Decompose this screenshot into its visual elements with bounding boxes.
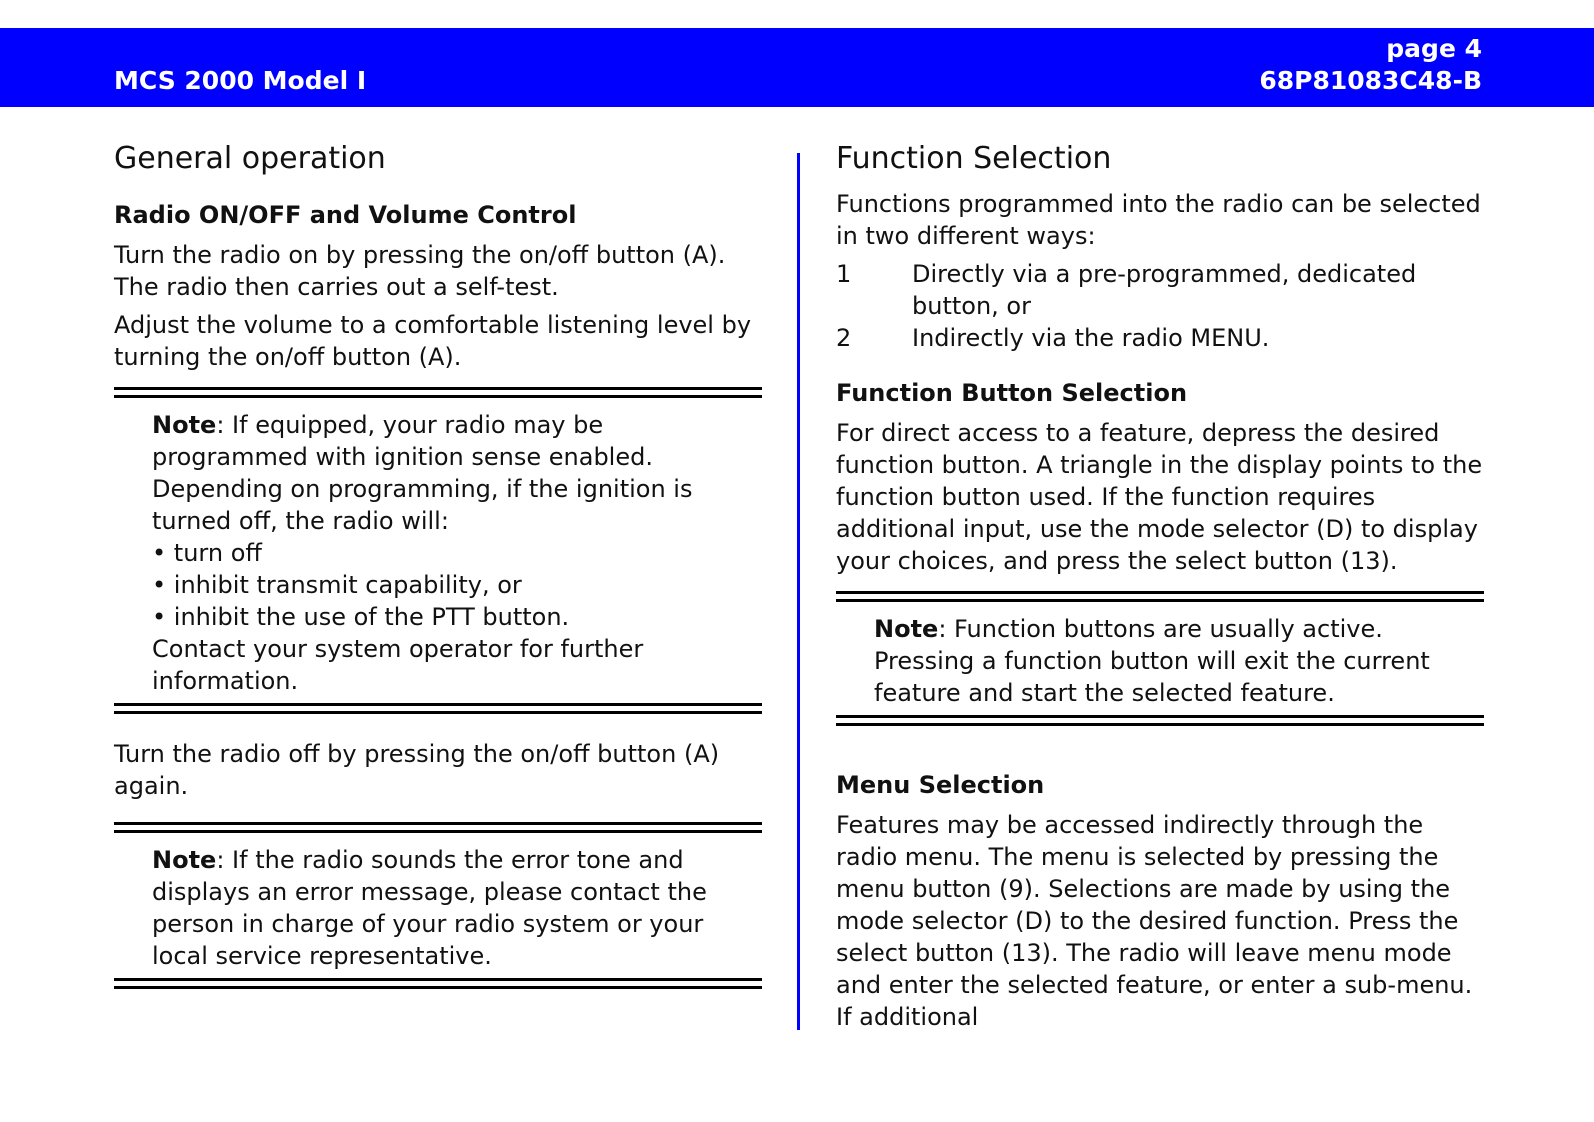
list-number: 1 (836, 259, 852, 288)
note-text: : If the radio sounds the error tone and displays an error message, please contact the person in charge of your radio system or your local service representative. (152, 845, 707, 970)
subheading-function-button: Function Button Selection (836, 378, 1188, 407)
section-heading-general-operation: General operation (114, 141, 386, 176)
bullet-item: • inhibit transmit capability, or (152, 570, 522, 599)
note-rule (114, 978, 762, 989)
note-label: Note (874, 614, 939, 643)
note-rule (114, 822, 762, 833)
column-divider (797, 153, 800, 1030)
note-ignition-sense (114, 398, 762, 703)
document-number: 68P81083C48-B (1259, 66, 1482, 95)
note-error-tone (114, 833, 762, 978)
subheading-menu-selection: Menu Selection (836, 770, 1045, 799)
subheading-radio-on-off: Radio ON/OFF and Volume Control (114, 200, 577, 229)
section-heading-function-selection: Function Selection (836, 141, 1112, 176)
list-item (836, 322, 1484, 354)
note-label: Note (152, 845, 217, 874)
list-item (836, 258, 1484, 322)
manual-title: MCS 2000 Model I (114, 66, 367, 95)
list-text: Directly via a pre-programmed, dedicated button, or (912, 259, 1417, 320)
page-header (0, 28, 1594, 107)
note-text: : Function buttons are usually active. Pressing a function button will exit the current feature and start the selected feature. (874, 614, 1430, 707)
paragraph-turn-on: Turn the radio on by pressing the on/off button (A). The radio then carries out a self-test. (114, 240, 726, 301)
note-rule (114, 703, 762, 714)
left-column (114, 140, 762, 989)
note-text: : If equipped, your radio may be programmed with ignition sense enabled. Depending on programming, if the ignition is turned off, the radio will: (152, 410, 693, 535)
note-rule (836, 591, 1484, 602)
list-number: 2 (836, 323, 852, 352)
bullet-item: • inhibit the use of the PTT button. (152, 602, 570, 631)
paragraph-intro: Functions programmed into the radio can be selected in two different ways: (836, 189, 1481, 250)
note-function-buttons (836, 602, 1484, 715)
note-rule (114, 387, 762, 398)
paragraph-adjust-volume: Adjust the volume to a comfortable listening level by turning the on/off button (A). (114, 310, 752, 371)
right-column (836, 140, 1484, 1039)
note-label: Note (152, 410, 217, 439)
list-text: Indirectly via the radio MENU. (912, 323, 1270, 352)
note-rule (836, 715, 1484, 726)
note-closing-text: Contact your system operator for further information. (152, 634, 644, 695)
numbered-list (836, 258, 1484, 354)
paragraph-menu: Features may be accessed indirectly through the radio menu. The menu is selected by pressing the menu button (9). Selections are made by using the mode selector (D) to the desired function. Press the select button (13). The radio will leave menu mode and enter the selected feature, or enter a sub-menu. If additional (836, 810, 1473, 1031)
paragraph-direct-access: For direct access to a feature, depress the desired function button. A triangle in the display points to the function button used. If the function requires additional input, use the mode selector (D) to display your choices, and press the select button (13). (836, 418, 1483, 575)
bullet-item: • turn off (152, 538, 262, 567)
paragraph-turn-off: Turn the radio off by pressing the on/off button (A) again. (114, 739, 720, 800)
page-number: page 4 (1386, 34, 1482, 63)
